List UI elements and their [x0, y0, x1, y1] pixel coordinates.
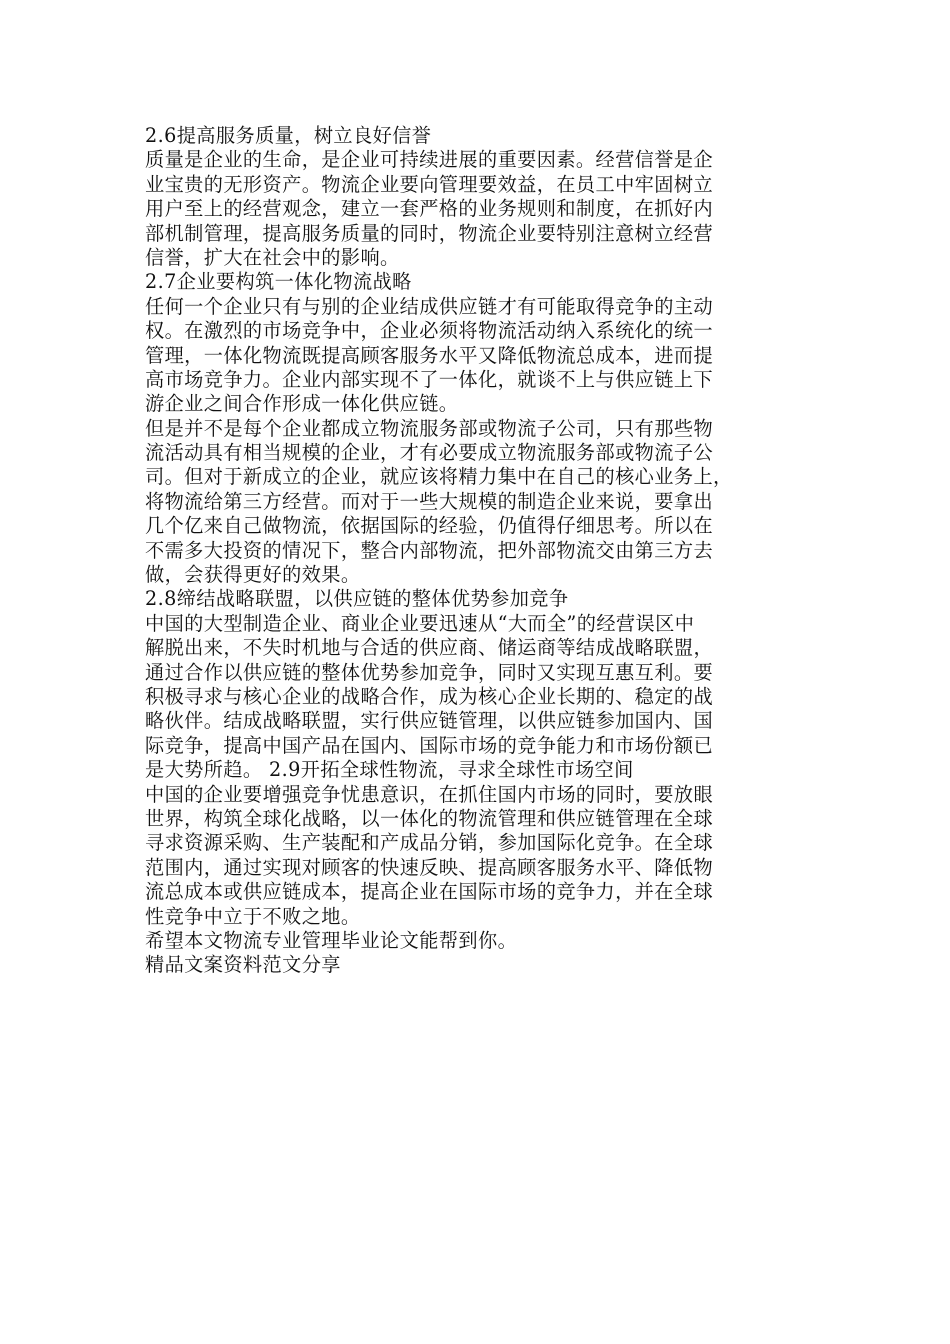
paragraph-line: 几个亿来自己做物流，依据国际的经验，仍值得仔细思考。所以在: [145, 514, 714, 538]
paragraph-line: 流总成本或供应链成本，提高企业在国际市场的竞争力，并在全球: [145, 880, 714, 904]
paragraph-line: 解脱出来，不失时机地与合适的供应商、储运商等结成战略联盟，: [145, 636, 714, 660]
section-heading-2-8: 2.8缔结战略联盟，以供应链的整体优势参加竞争: [145, 587, 569, 611]
paragraph-line: 部机制管理，提高服务质量的同时，物流企业要特别注意树立经营: [145, 221, 714, 245]
document-body: [145, 124, 805, 978]
paragraph-line: 流活动具有相当规模的企业，才有必要成立物流服务部或物流子公: [145, 441, 714, 465]
paragraph-line-with-heading-2-9: 是大势所趋。 2.9开拓全球性物流，寻求全球性市场空间: [145, 758, 634, 782]
paragraph-line: 高市场竞争力。企业内部实现不了一体化，就谈不上与供应链上下: [145, 367, 714, 391]
paragraph-line: 质量是企业的生命，是企业可持续进展的重要因素。经营信誉是企: [145, 148, 714, 172]
paragraph-line: 通过合作以供应链的整体优势参加竞争，同时又实现互惠互利。要: [145, 660, 714, 684]
paragraph-line: 际竞争，提高中国产品在国内、国际市场的竞争能力和市场份额已: [145, 733, 714, 757]
paragraph-line: 性竞争中立于不败之地。: [145, 904, 361, 928]
paragraph-line: 略伙伴。结成战略联盟，实行供应链管理，以供应链参加国内、国: [145, 709, 714, 733]
paragraph-line: 做，会获得更好的效果。: [145, 563, 361, 587]
paragraph-line: 司。但对于新成立的企业，就应该将精力集中在自己的核心业务上，: [145, 465, 733, 489]
paragraph-line: 但是并不是每个企业都成立物流服务部或物流子公司，只有那些物: [145, 416, 714, 440]
paragraph-line: 寻求资源采购、生产装配和产成品分销，参加国际化竞争。在全球: [145, 831, 714, 855]
footer-line: 精品文案资料范文分享: [145, 953, 341, 977]
paragraph-line: 游企业之间合作形成一体化供应链。: [145, 392, 459, 416]
paragraph-line: 业宝贵的无形资产。物流企业要向管理要效益，在员工中牢固树立: [145, 172, 714, 196]
paragraph-line: 管理，一体化物流既提高顾客服务水平又降低物流总成本，进而提: [145, 343, 714, 367]
paragraph-line: 范围内，通过实现对顾客的快速反映、提高顾客服务水平、降低物: [145, 855, 714, 879]
paragraph-line: 权。在激烈的市场竞争中，企业必须将物流活动纳入系统化的统一: [145, 319, 714, 343]
paragraph-line: 任何一个企业只有与别的企业结成供应链才有可能取得竞争的主动: [145, 294, 714, 318]
paragraph-line: 信誉，扩大在社会中的影响。: [145, 245, 400, 269]
section-heading-2-7: 2.7企业要构筑一体化物流战略: [145, 270, 412, 294]
paragraph-line: 中国的大型制造企业、商业企业要迅速从“大而全”的经营误区中: [145, 611, 695, 635]
paragraph-line: 中国的企业要增强竞争忧患意识，在抓住国内市场的同时，要放眼: [145, 782, 714, 806]
paragraph-line: 将物流给第三方经营。而对于一些大规模的制造企业来说，要拿出: [145, 489, 714, 513]
section-heading-2-6: 2.6提高服务质量，树立良好信誉: [145, 124, 432, 147]
paragraph-line: 不需多大投资的情况下，整合内部物流，把外部物流交由第三方去: [145, 538, 714, 562]
paragraph-line: 积极寻求与核心企业的战略合作，成为核心企业长期的、稳定的战: [145, 684, 714, 708]
paragraph-line: 世界，构筑全球化战略，以一体化的物流管理和供应链管理在全球: [145, 806, 714, 830]
closing-line: 希望本文物流专业管理毕业论文能帮到你。: [145, 928, 518, 952]
paragraph-line: 用户至上的经营观念，建立一套严格的业务规则和制度，在抓好内: [145, 197, 714, 221]
